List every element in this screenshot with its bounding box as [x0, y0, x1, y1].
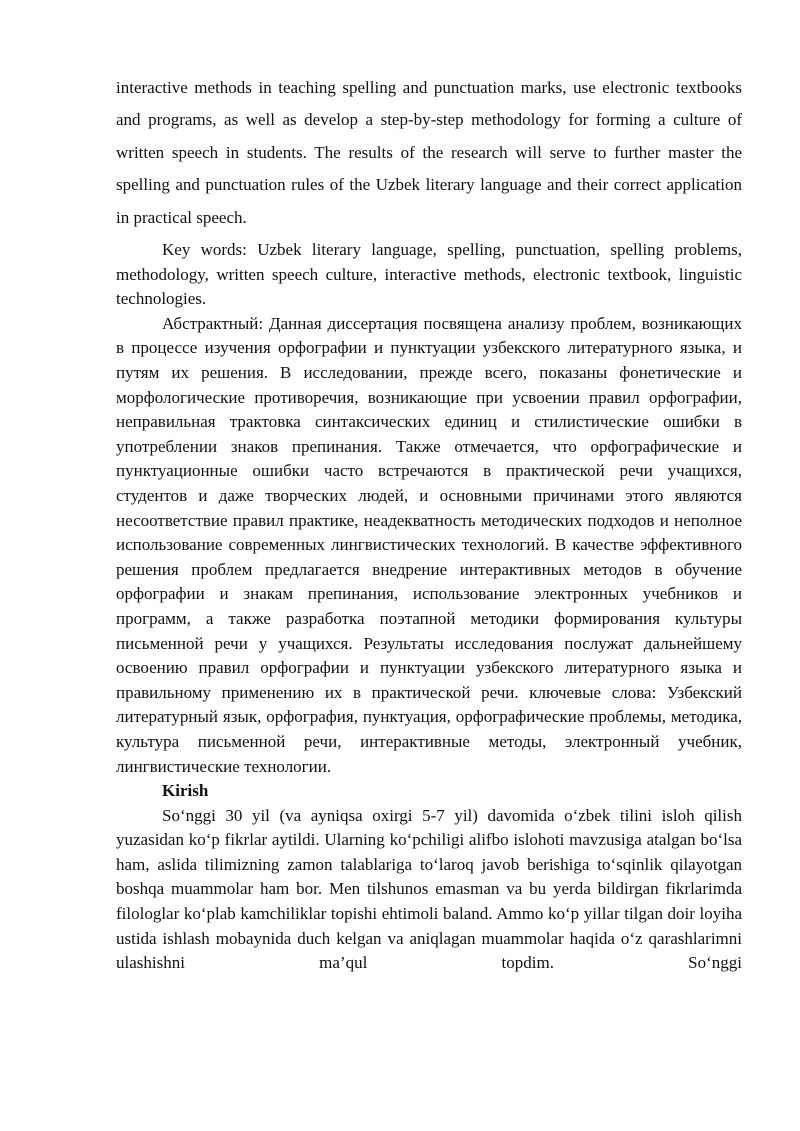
abstract-en-continuation: interactive methods in teaching spelling and punctuation marks, use electronic textbooks and programs, as well as develop a step-by-step methodology for forming a culture of written speech in students. The results of the research will serve to further master the spelling and punctuation rules of the Uzbek literary language and their correct application in practical speech. — [116, 78, 742, 227]
keywords-en: Key words: Uzbek literary language, spelling, punctuation, spelling problems, methodology, written speech culture, interactive methods, electronic textbook, linguistic technologies. — [116, 240, 742, 309]
section-heading-kirish: Kirish — [162, 781, 209, 801]
document-page — [116, 72, 742, 976]
abstract-ru: Абстрактный: Данная диссертация посвящена анализу проблем, возникающих в процессе изучения орфографии и пунктуации узбекского литературного языка, и путям их решения. В исследовании, прежде всего, показаны фонетические и морфологические противоречия, возникающие при усвоении правил орфографии, неправильная трактовка синтаксических единиц и стилистические ошибки в употреблении знаков препинания. Также отмечается, что орфографические и пунктуационные ошибки часто встречаются в практической речи учащихся, студентов и даже творческих людей, и основными причинами этого являются несоответствие правил практике, неадекватность методических подходов и неполное использование современных лингвистических технологий. В качестве эффективного решения проблем предлагается внедрение интерактивных методов в обучение орфографии и знакам препинания, использование электронных учебников и программ, а также разработка поэтапной методики формирования культуры письменной речи у учащихся. Результаты исследования послужат дальнейшему освоению правил орфографии и пунктуации узбекского литературного языка и правильному применению их в практической речи. ключевые слова: Узбекский литературный язык, орфография, пунктуация, орфографические проблемы, методика, культура письменной речи, интерактивные методы, электронный учебник, лингвистические технологии. — [116, 313, 742, 776]
intro-paragraph: So‘nggi 30 yil (va ayniqsa oxirgi 5-7 yil) davomida o‘zbek tilini isloh qilish yuzasidan ko‘p fikrlar aytildi. Ularning ko‘pchiligi alifbo islohoti mavzusiga atalgan bo‘lsa ham, aslida tilimizning zamon talablariga to‘laroq javob berishiga to‘sqinlik qilayotgan boshqa muammolar ham bor. Men tilshunos emasman va bu yerda bildirgan fikrlarimda filologlar ko‘plab kamchiliklar topishi ehtimoli baland. Ammo ko‘p yillar tilgan doir loyiha ustida ishlash mobaynida duch kelgan va aniqlagan muammolar haqida o‘z qarashlarimni ulashishni ma’qul topdim. So‘nggi — [116, 805, 742, 973]
